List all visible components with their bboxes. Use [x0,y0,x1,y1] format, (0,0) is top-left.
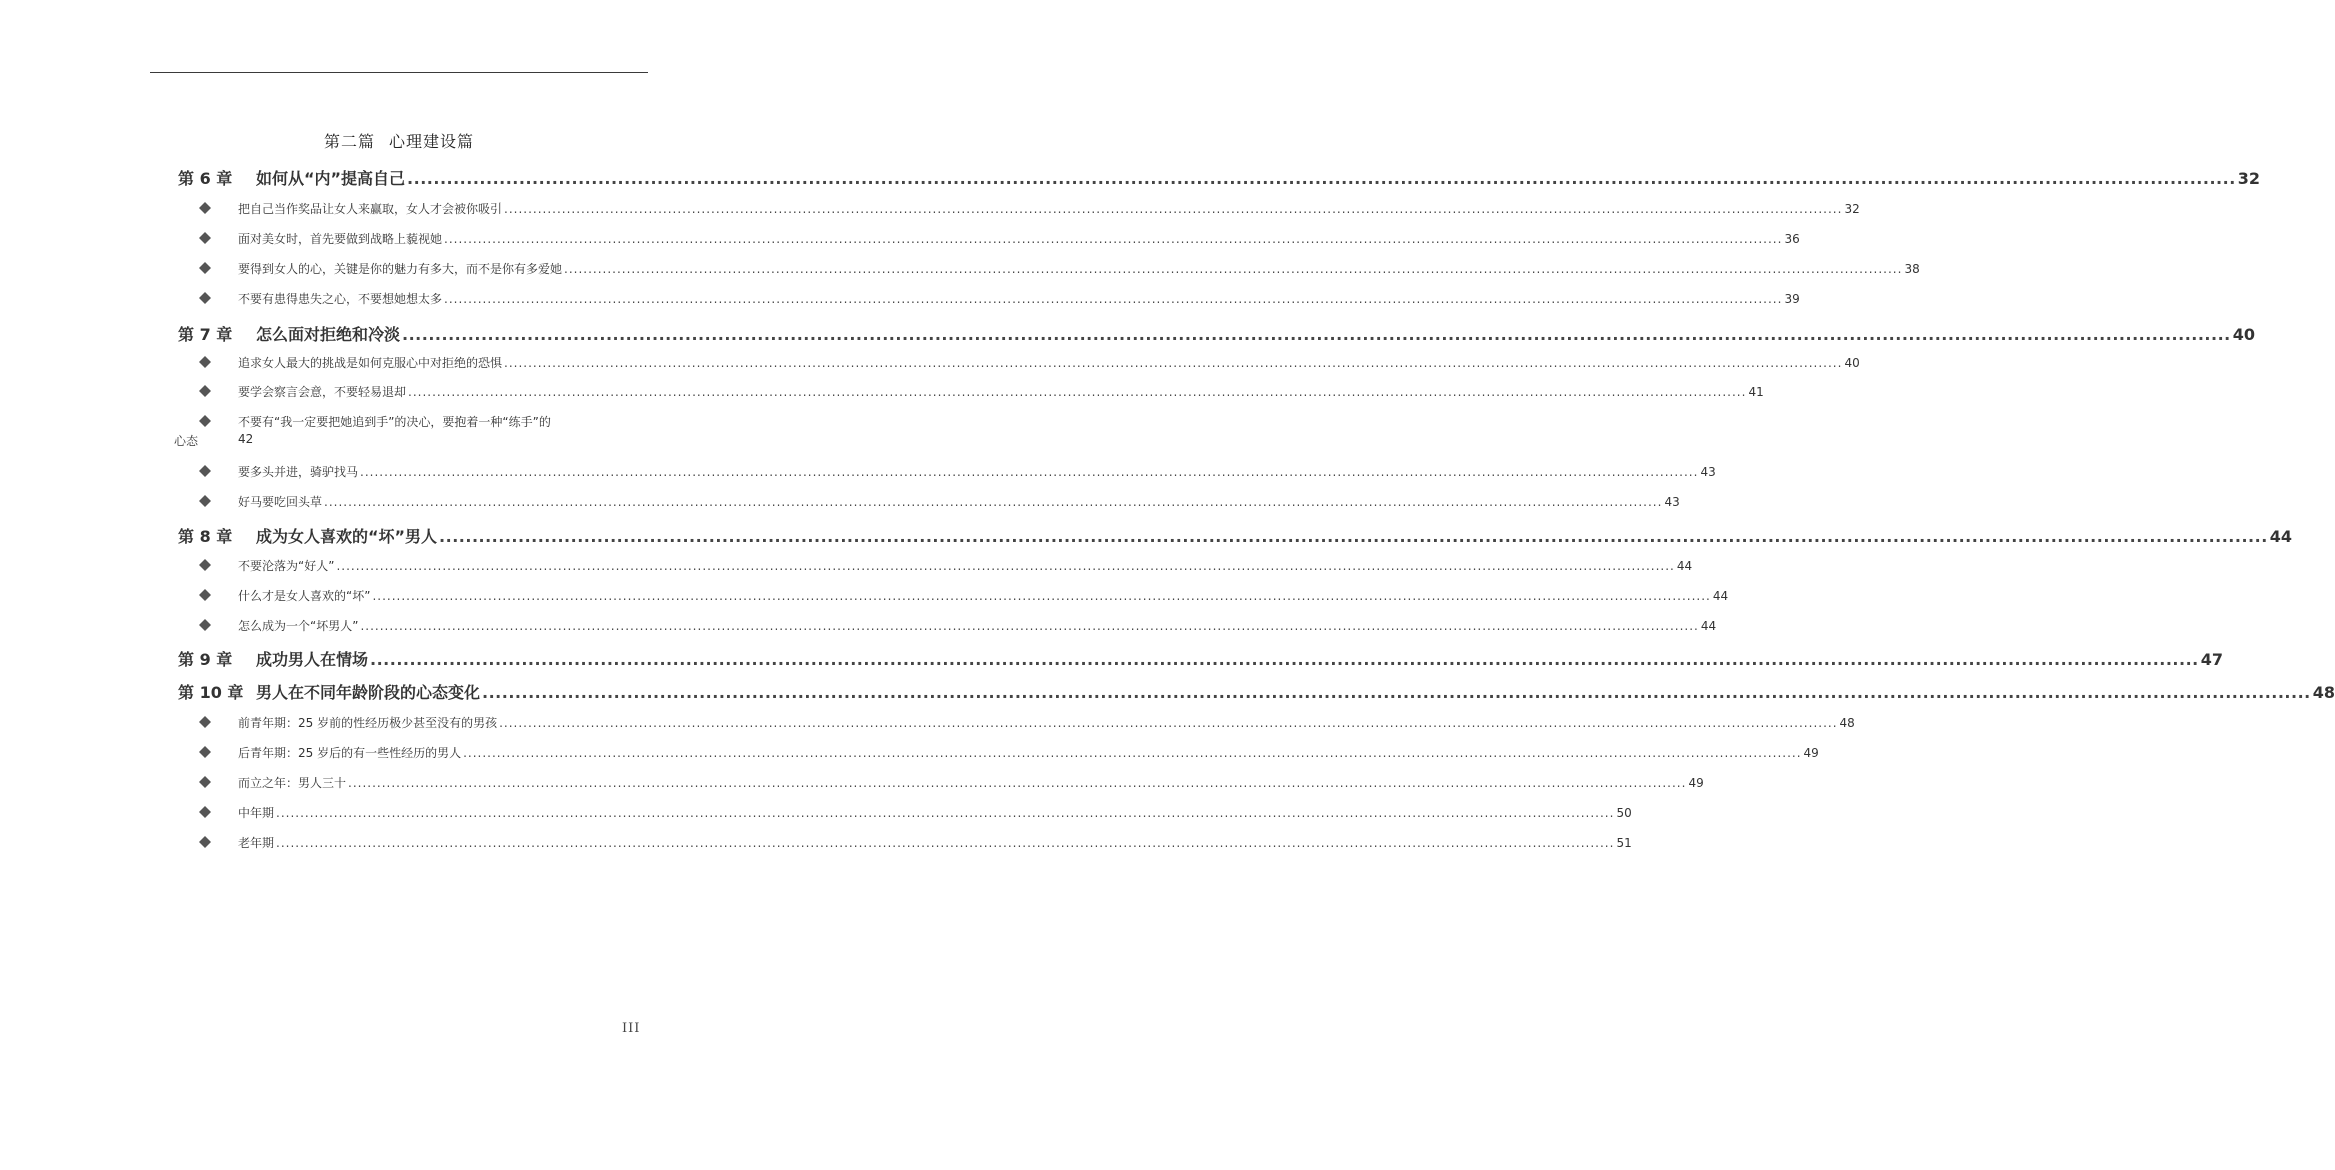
toc-chapter-9[interactable] [178,647,2223,670]
page-number-footer: III [622,1021,641,1036]
toc-item[interactable] [238,617,1717,634]
toc-item[interactable] [238,200,1860,217]
diamond-bullet-icon [199,589,211,601]
diamond-bullet-icon [199,262,211,274]
chapter-title: 男人在不同年龄阶段的心态变化 [256,683,481,702]
dot-leader: ...................................................................................................................................................................................................................................................................................... [276,836,1615,850]
item-page-number: 32 [1844,202,1860,216]
chapter-number: 第 6 章 [178,169,233,188]
dot-leader: ...................................................................................................................................................................................................................................................................................... [372,589,1711,603]
dot-leader: ...................................................................................................................................................................................................................................................................................... [276,806,1615,820]
toc-chapter-7[interactable] [178,322,2255,345]
dot-leader: ...................................................................................................................................................................................................................................................................................... [407,169,2236,188]
toc-item[interactable] [238,804,1632,821]
chapter-title: 成功男人在情场 [256,650,369,669]
item-title: 而立之年：男人三十 [238,776,347,790]
toc-chapter-8[interactable] [178,524,2293,547]
item-title: 怎么成为一个“坏男人” [238,619,359,633]
item-title: 面对美女时，首先要做到战略上藐视她 [238,232,443,246]
diamond-bullet-icon [199,356,211,368]
chapter-title: 怎么面对拒绝和冷淡 [256,325,401,344]
dot-leader: ...................................................................................................................................................................................................................................................................................... [439,527,2268,546]
dot-leader: ...................................................................................................................................................................................................................................................................................... [324,495,1663,509]
chapter-page-number: 32 [2237,169,2261,188]
part-title [150,131,648,153]
item-title: 什么才是女人喜欢的“坏” [238,589,371,603]
diamond-bullet-icon [199,415,211,427]
chapter-title: 如何从“内”提高自己 [256,169,406,188]
item-title: 要多头并进，骑驴找马 [238,465,359,479]
diamond-bullet-icon [199,806,211,818]
item-title: 好马要吃回头草 [238,495,323,509]
diamond-bullet-icon [199,202,211,214]
toc-item[interactable] [238,557,1693,574]
item-title: 后青年期：25 岁后的有一些性经历的男人 [238,746,462,760]
item-page-number: 38 [1904,262,1920,276]
dot-leader: ...................................................................................................................................................................................................................................................................................... [360,619,1699,633]
chapter-number: 第 9 章 [178,650,233,669]
item-title: 不要沦落为“好人” [238,559,335,573]
diamond-bullet-icon [199,746,211,758]
diamond-bullet-icon [199,776,211,788]
chapter-number: 第 7 章 [178,325,233,344]
dot-leader: ...................................................................................................................................................................................................................................................................................... [348,776,1687,790]
toc-item[interactable] [238,744,1819,761]
item-title: 中年期 [238,806,275,820]
dot-leader: ...................................................................................................................................................................................................................................................................................... [444,292,1783,306]
chapter-number: 第 10 章 [178,683,244,702]
item-page-number: 44 [1712,589,1729,603]
toc-item[interactable] [238,587,1729,604]
item-page-number: 36 [1784,232,1800,246]
item-page-number: 44 [1676,559,1693,573]
chapter-page-number: 40 [2232,325,2255,344]
toc-item[interactable] [238,714,1855,731]
toc-item[interactable] [238,383,1764,400]
chapter-title: 成为女人喜欢的“坏”男人 [256,527,438,546]
dot-leader: ...................................................................................................................................................................................................................................................................................... [504,356,1843,370]
diamond-bullet-icon [199,292,211,304]
item-page-number: 51 [1616,836,1632,850]
item-page-number: 41 [1748,385,1764,399]
item-title: 要学会察言会意，不要轻易退却 [238,385,407,399]
toc-item[interactable] [238,493,1680,510]
toc-item[interactable] [238,463,1716,480]
header-rule [150,72,648,73]
dot-leader: ...................................................................................................................................................................................................................................................................................... [336,559,1675,573]
toc-chapter-6[interactable] [178,166,2261,189]
part-title-label: 第二篇 [323,132,375,151]
diamond-bullet-icon [199,716,211,728]
item-title: 前青年期：25 岁前的性经历极少甚至没有的男孩 [238,716,498,730]
diamond-bullet-icon [199,385,211,397]
dot-leader: ...................................................................................................................................................................................................................................................................................... [463,746,1802,760]
item-title-continuation: 心态 [174,434,199,448]
item-title: 老年期 [238,836,275,850]
dot-leader: ...................................................................................................................................................................................................................................................................................... [504,202,1843,216]
toc-item[interactable] [238,354,1860,371]
chapter-page-number: 47 [2200,650,2223,669]
toc-item[interactable] [238,834,1632,851]
dot-leader: ...................................................................................................................................................................................................................................................................................... [564,262,1903,276]
item-page-number: 49 [1688,776,1704,790]
dot-leader: ...................................................................................................................................................................................................................................................................................... [408,385,1747,399]
diamond-bullet-icon [199,619,211,631]
item-title: 要得到女人的心，关键是你的魅力有多大，而不是你有多爱她 [238,262,563,276]
item-page-number: 50 [1616,806,1632,820]
diamond-bullet-icon [199,836,211,848]
item-title: 不要有“我一定要把她追到手”的决心，要抱着一种“练手”的 [238,415,551,429]
chapter-page-number: 44 [2269,527,2293,546]
toc-chapter-10[interactable] [178,680,2335,703]
item-page-number: 48 [1839,716,1855,730]
item-page-number: 49 [1803,746,1819,760]
diamond-bullet-icon [199,232,211,244]
dot-leader: ...................................................................................................................................................................................................................................................................................... [444,232,1783,246]
diamond-bullet-icon [199,465,211,477]
item-page-number: 43 [1700,465,1716,479]
dot-leader: ...................................................................................................................................................................................................................................................................................... [402,325,2231,344]
item-title: 追求女人最大的挑战是如何克服心中对拒绝的恐惧 [238,356,503,370]
item-page-number: 40 [1844,356,1860,370]
diamond-bullet-icon [199,495,211,507]
item-title: 把自己当作奖品让女人来赢取，女人才会被你吸引 [238,202,503,216]
dot-leader: ...................................................................................................................................................................................................................................................................................... [499,716,1838,730]
chapter-number: 第 8 章 [178,527,233,546]
dot-leader: ...................................................................................................................................................................................................................................................................................... [482,683,2311,702]
part-subtitle: 心理建设篇 [389,132,475,151]
item-page-number: 39 [1784,292,1800,306]
toc-item[interactable] [238,774,1704,791]
item-page-number: 43 [1664,495,1680,509]
toc-item[interactable] [238,290,1800,307]
toc-item[interactable] [238,260,1920,277]
item-title: 不要有患得患失之心，不要想她想太多 [238,292,443,306]
item-page-number: 44 [1700,619,1717,633]
dot-leader: ...................................................................................................................................................................................................................................................................................... [370,650,2199,669]
chapter-page-number: 48 [2312,683,2335,702]
item-page-number: 42 [238,432,254,446]
diamond-bullet-icon [199,559,211,571]
dot-leader: ...................................................................................................................................................................................................................................................................................... [360,465,1699,479]
toc-item[interactable] [238,230,1800,247]
